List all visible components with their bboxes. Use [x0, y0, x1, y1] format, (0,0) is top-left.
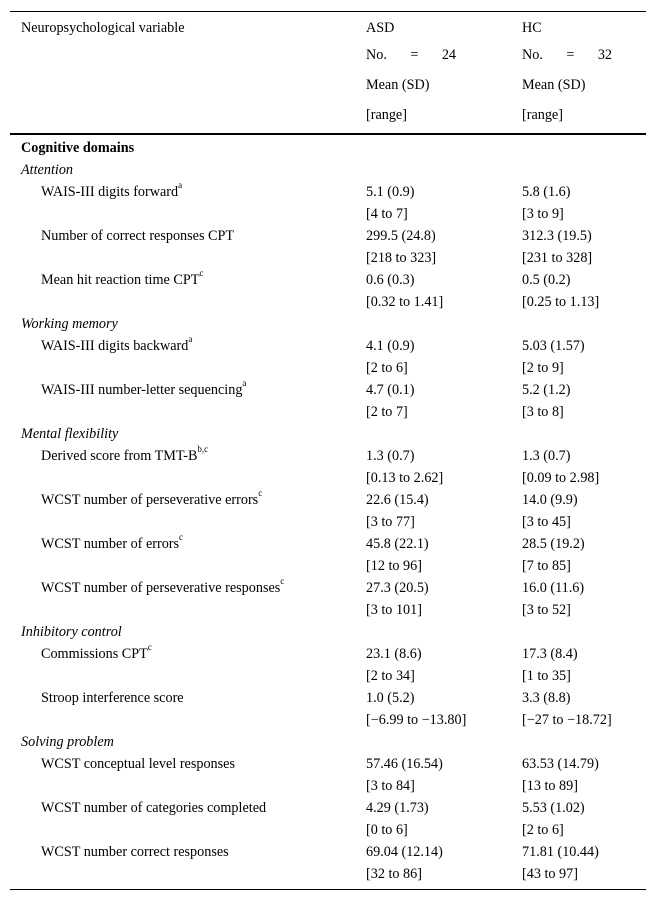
variable-label: WCST number correct responses [41, 844, 229, 860]
header-hc-range: [range] [522, 100, 646, 134]
domain-heading-row [10, 621, 646, 643]
variable-label: WAIS-III number-letter sequencing$^a$ [41, 378, 247, 398]
hc-range: [0.25 to 1.13] [522, 294, 600, 310]
asd-range: [0.13 to 2.62] [366, 470, 444, 486]
footnote-marker: b,c [197, 444, 209, 455]
hc-mean-sd: 312.3 (19.5) [522, 228, 592, 244]
hc-range: [3 to 45] [522, 514, 571, 530]
asd-range: [0.32 to 1.41] [366, 294, 444, 310]
domain-title: Mental flexibility [21, 426, 119, 442]
hc-mean-sd: 3.3 (8.8) [522, 690, 571, 706]
table-row-range [10, 291, 646, 313]
domain-title: Attention [21, 162, 74, 178]
asd-mean-sd: 4.1 (0.9) [366, 338, 415, 354]
variable-label: Stroop interference score [41, 690, 184, 706]
table-header [10, 12, 646, 135]
asd-range: [−6.99 to −13.80] [366, 712, 467, 728]
table-row [10, 753, 646, 775]
footnote-marker: a [242, 378, 247, 389]
footnote-marker: c [179, 532, 184, 543]
hc-range: [2 to 6] [522, 822, 564, 838]
table-row [10, 181, 646, 203]
table-row [10, 643, 646, 665]
hc-mean-sd: 5.2 (1.2) [522, 382, 571, 398]
asd-range: [2 to 34] [366, 668, 415, 684]
hc-range: [−27 to −18.72] [522, 712, 612, 728]
hc-mean-sd: 63.53 (14.79) [522, 756, 599, 772]
hc-mean-sd: 71.81 (10.44) [522, 844, 599, 860]
table-row-range [10, 357, 646, 379]
neuropsych-table-container [10, 11, 646, 890]
footnote-marker: a [188, 334, 193, 345]
hc-range: [1 to 35] [522, 668, 571, 684]
asd-mean-sd: 27.3 (20.5) [366, 580, 429, 596]
asd-mean-sd: 1.0 (5.2) [366, 690, 415, 706]
table-row-range [10, 775, 646, 797]
table-row [10, 489, 646, 511]
asd-mean-sd: 69.04 (12.14) [366, 844, 443, 860]
header-hc-name: HC [522, 12, 646, 41]
asd-mean-sd: 22.6 (15.4) [366, 492, 429, 508]
asd-range: [0 to 6] [366, 822, 408, 838]
table-row-range [10, 555, 646, 577]
variable-label: WCST number of perseverative responses$^c$ [41, 576, 285, 596]
domain-heading-row [10, 731, 646, 753]
asd-range: [218 to 323] [366, 250, 437, 266]
variable-label: Mean hit reaction time CPT$^c$ [41, 268, 204, 288]
header-asd-range: [range] [366, 100, 522, 134]
hc-range: [3 to 9] [522, 206, 564, 222]
hc-mean-sd: 1.3 (0.7) [522, 448, 571, 464]
table-row [10, 797, 646, 819]
hc-range: [43 to 97] [522, 863, 646, 890]
footnote-marker: c [199, 268, 204, 279]
hc-range: [2 to 9] [522, 360, 564, 376]
table-row-range [10, 665, 646, 687]
table-row [10, 269, 646, 291]
table-row-range [10, 401, 646, 423]
header-hc-stat: Mean (SD) [522, 77, 586, 93]
asd-mean-sd: 0.6 (0.3) [366, 272, 415, 288]
asd-range: [32 to 86] [366, 863, 522, 890]
asd-range: [12 to 96] [366, 558, 422, 574]
hc-range: [231 to 328] [522, 250, 593, 266]
footnote-marker: c [258, 488, 263, 499]
header-asd-stat: Mean (SD) [366, 77, 430, 93]
variable-label: WCST conceptual level responses [41, 756, 235, 772]
header-asd-name: ASD [366, 12, 522, 41]
variable-label: Number of correct responses CPT [41, 228, 235, 244]
hc-mean-sd: 5.03 (1.57) [522, 338, 585, 354]
asd-mean-sd: 45.8 (22.1) [366, 536, 429, 552]
hc-mean-sd: 17.3 (8.4) [522, 646, 578, 662]
asd-mean-sd: 23.1 (8.6) [366, 646, 422, 662]
table-row-range [10, 599, 646, 621]
section-title: Cognitive domains [21, 140, 135, 156]
variable-label: WCST number of categories completed [41, 800, 267, 816]
table-row-range [10, 203, 646, 225]
hc-range: [7 to 85] [522, 558, 571, 574]
table-row [10, 533, 646, 555]
table-row [10, 379, 646, 401]
hc-mean-sd: 16.0 (11.6) [522, 580, 585, 596]
hc-range: [3 to 52] [522, 602, 571, 618]
asd-mean-sd: 5.1 (0.9) [366, 184, 415, 200]
footnote-marker: a [178, 180, 183, 191]
asd-range: [2 to 7] [366, 404, 408, 420]
header-asd-n: No. = 24 [366, 47, 456, 63]
domain-title: Working memory [21, 316, 118, 332]
asd-mean-sd: 57.46 (16.54) [366, 756, 443, 772]
table-row [10, 687, 646, 709]
table-row-range [10, 709, 646, 731]
variable-label: WAIS-III digits backward$^a$ [41, 334, 193, 354]
variable-label: WCST number of errors$^c$ [41, 532, 184, 552]
domain-title: Solving problem [21, 734, 114, 750]
table-row [10, 335, 646, 357]
table-row [10, 841, 646, 863]
asd-range: [3 to 77] [366, 514, 415, 530]
hc-range: [13 to 89] [522, 778, 578, 794]
hc-mean-sd: 5.53 (1.02) [522, 800, 585, 816]
variable-label: Derived score from TMT-$B^{b,c}$ [41, 444, 209, 464]
asd-mean-sd: 299.5 (24.8) [366, 228, 436, 244]
hc-range: [3 to 8] [522, 404, 564, 420]
asd-range: [4 to 7] [366, 206, 408, 222]
table-row-range [10, 863, 646, 890]
asd-mean-sd: 4.29 (1.73) [366, 800, 429, 816]
variable-label: Commissions CPT$^c$ [41, 642, 152, 662]
variable-label: WCST number of perseverative errors$^c$ [41, 488, 263, 508]
table-row [10, 225, 646, 247]
asd-mean-sd: 1.3 (0.7) [366, 448, 415, 464]
hc-mean-sd: 14.0 (9.9) [522, 492, 578, 508]
table-row [10, 445, 646, 467]
asd-range: [3 to 101] [366, 602, 422, 618]
domain-heading-row [10, 313, 646, 335]
hc-mean-sd: 0.5 (0.2) [522, 272, 571, 288]
table-row-range [10, 247, 646, 269]
hc-range: [0.09 to 2.98] [522, 470, 600, 486]
asd-range: [3 to 84] [366, 778, 415, 794]
footnote-marker: c [280, 576, 285, 587]
table-row-range [10, 819, 646, 841]
table-row-range [10, 511, 646, 533]
header-hc-n: No. = 32 [522, 47, 612, 63]
hc-mean-sd: 5.8 (1.6) [522, 184, 571, 200]
variable-label: WAIS-III digits forward$^a$ [41, 180, 183, 200]
domain-title: Inhibitory control [21, 624, 122, 640]
asd-range: [2 to 6] [366, 360, 408, 376]
domain-heading-row [10, 159, 646, 181]
neuropsych-table [10, 11, 646, 890]
table-row-range [10, 467, 646, 489]
table-row [10, 577, 646, 599]
header-variable: Neuropsychological variable [10, 12, 366, 41]
table-body [10, 134, 646, 890]
domain-heading-row [10, 423, 646, 445]
footnote-marker: c [147, 642, 152, 653]
hc-mean-sd: 28.5 (19.2) [522, 536, 585, 552]
asd-mean-sd: 4.7 (0.1) [366, 382, 415, 398]
